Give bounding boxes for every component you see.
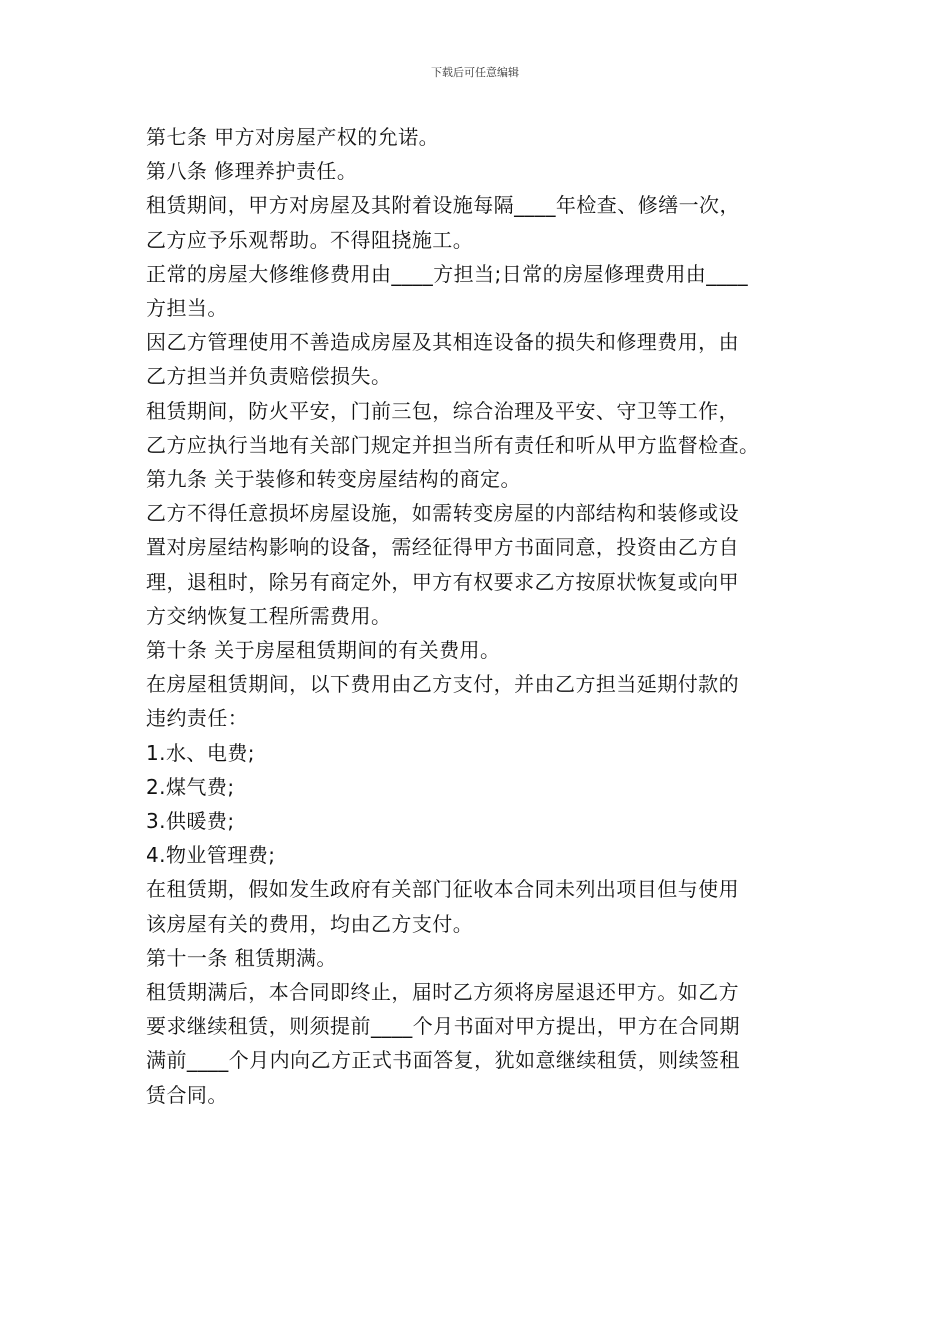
text-line: 乙方不得任意损坏房屋设施，如需转变房屋的内部结构和装修或设	[146, 501, 740, 526]
text-line: 乙方应执行当地有关部门规定并担当所有责任和听从甲方监督检查。	[146, 432, 760, 457]
text-line: 在房屋租赁期间，以下费用由乙方支付，并由乙方担当延期付款的	[146, 672, 740, 697]
list-item: 3.供暖费;	[146, 809, 235, 834]
text-line: 该房屋有关的费用，均由乙方支付。	[146, 911, 474, 936]
text-line: 违约责任：	[146, 706, 249, 731]
text-line: 租赁期间，防火平安，门前三包，综合治理及平安、守卫等工作，	[146, 398, 740, 423]
text-line: 赁合同。	[146, 1082, 228, 1107]
text-line: 在租赁期，假如发生政府有关部门征收本合同未列出项目但与使用	[146, 877, 740, 902]
text-line: 租赁期间，甲方对房屋及其附着设施每隔____年检查、修缮一次，	[146, 193, 740, 218]
list-item: 2.煤气费;	[146, 774, 235, 799]
article-7-heading: 第七条 甲方对房屋产权的允诺。	[146, 125, 440, 149]
article-8-heading: 第八条 修理养护责任。	[146, 159, 358, 184]
article-9-heading: 第九条 关于装修和转变房屋结构的商定。	[146, 467, 521, 492]
text-line: 因乙方管理使用不善造成房屋及其相连设备的损失和修理费用，由	[146, 330, 740, 355]
text-line: 租赁期满后，本合同即终止，届时乙方须将房屋退还甲方。如乙方	[146, 980, 740, 1005]
list-item: 4.物业管理费;	[146, 843, 276, 868]
text-line: 乙方担当并负责赔偿损失。	[146, 364, 392, 389]
page-header: 下载后可任意编辑	[431, 66, 519, 79]
article-11-heading: 第十一条 租赁期满。	[146, 945, 337, 970]
text-line: 正常的房屋大修维修费用由____方担当;日常的房屋修理费用由____	[146, 261, 749, 286]
text-line: 要求继续租赁，则须提前____个月书面对甲方提出，甲方在合同期	[146, 1014, 740, 1039]
article-10-heading: 第十条 关于房屋租赁期间的有关费用。	[146, 638, 501, 663]
text-line: 方担当。	[146, 296, 228, 321]
text-line: 满前____个月内向乙方正式书面答复，犹如意继续租赁，则续签租	[146, 1048, 740, 1073]
text-line: 理，退租时，除另有商定外，甲方有权要求乙方按原状恢复或向甲	[146, 569, 740, 594]
list-item: 1.水、电费;	[146, 740, 255, 765]
text-line: 乙方应予乐观帮助。不得阻挠施工。	[146, 227, 474, 252]
text-line: 置对房屋结构影响的设备，需经征得甲方书面同意，投资由乙方自	[146, 535, 740, 560]
document-body	[146, 120, 810, 1112]
text-line: 方交纳恢复工程所需费用。	[146, 603, 392, 628]
